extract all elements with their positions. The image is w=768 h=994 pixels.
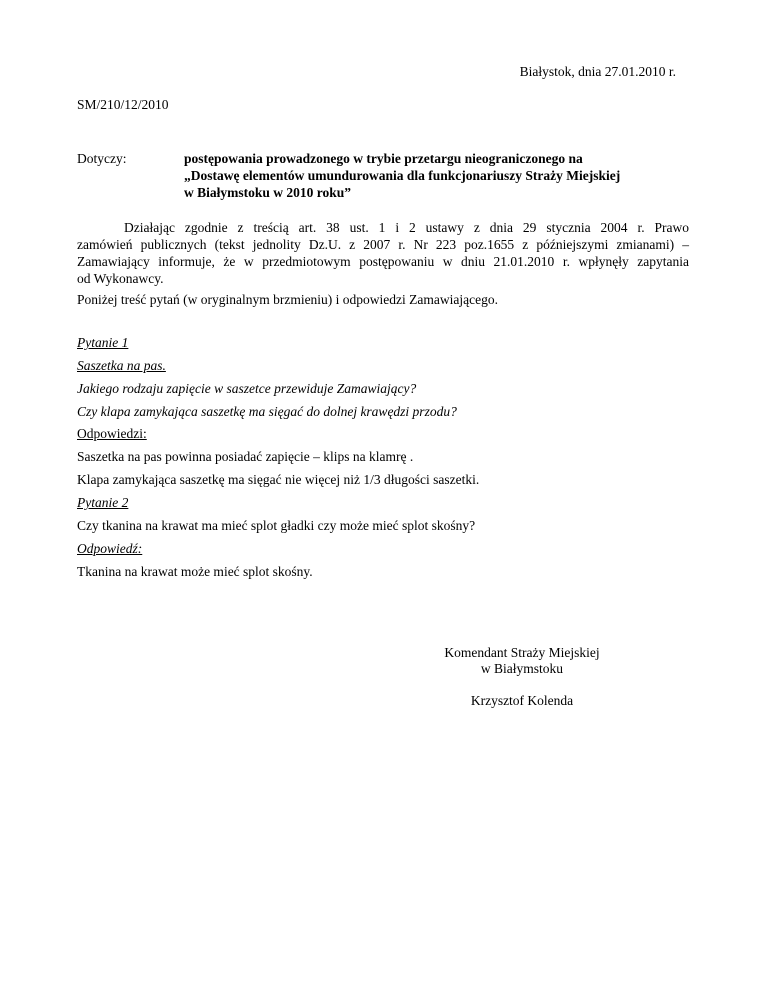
question-1-text-b: Czy klapa zamykająca saszetkę ma sięgać do dolnej krawędzi przodu? bbox=[77, 404, 457, 419]
question-2-heading: Pytanie 2 bbox=[77, 495, 129, 510]
signature-name: Krzysztof Kolenda bbox=[470, 693, 574, 708]
signature-title-line-2: w Białymstoku bbox=[480, 661, 564, 676]
signature-title-line-1: Komendant Straży Miejskiej bbox=[444, 645, 600, 660]
intro-line: Działając zgodnie z treścią art. 38 ust. 1 i 2 ustawy z dnia 29 stycznia 2004 r. Prawo bbox=[124, 220, 689, 235]
answer-1-text-a: Saszetka na pas powinna posiadać zapięcie – klips na klamrę . bbox=[77, 449, 414, 464]
subject-text bbox=[184, 150, 620, 201]
subject-line: „Dostawę elementów umundurowania dla funkcjonariuszy Straży Miejskiej bbox=[184, 168, 621, 183]
intro-line: Zamawiający informuje, że w przedmiotowym postępowaniu w dniu 21.01.2010 r. wpłynęły zapytania bbox=[77, 254, 689, 269]
place-date: Białystok, dnia 27.01.2010 r. bbox=[519, 64, 676, 79]
subject-line: w Białymstoku w 2010 roku” bbox=[184, 185, 352, 200]
answer-2-text: Tkanina na krawat może mieć splot skośny. bbox=[77, 564, 313, 579]
question-1-topic: Saszetka na pas. bbox=[77, 358, 166, 373]
intro-paragraph bbox=[77, 219, 689, 287]
question-1-heading: Pytanie 1 bbox=[77, 335, 129, 350]
intro-line: zamówień publicznych (tekst jednolity Dz.U. z 2007 r. Nr 223 poz.1655 z późniejszymi zmianami) – bbox=[77, 237, 689, 252]
answer-2-heading: Odpowiedź: bbox=[77, 541, 143, 556]
reference-number: SM/210/12/2010 bbox=[77, 97, 169, 112]
answer-1-text-b: Klapa zamykająca saszetkę ma sięgać nie więcej niż 1/3 długości saszetki. bbox=[77, 472, 480, 487]
question-1-text-a: Jakiego rodzaju zapięcie w saszetce przewiduje Zamawiający? bbox=[77, 381, 417, 396]
intro-line: od Wykonawcy. bbox=[77, 271, 164, 286]
answer-1-heading: Odpowiedzi: bbox=[77, 426, 147, 441]
subject-label: Dotyczy: bbox=[77, 151, 127, 166]
subject-line: postępowania prowadzonego w trybie przetargu nieograniczonego na bbox=[184, 151, 583, 166]
question-2-text: Czy tkanina na krawat ma mieć splot gładki czy może mieć splot skośny? bbox=[77, 518, 476, 533]
intro-below: Poniżej treść pytań (w oryginalnym brzmieniu) i odpowiedzi Zamawiającego. bbox=[77, 292, 498, 307]
